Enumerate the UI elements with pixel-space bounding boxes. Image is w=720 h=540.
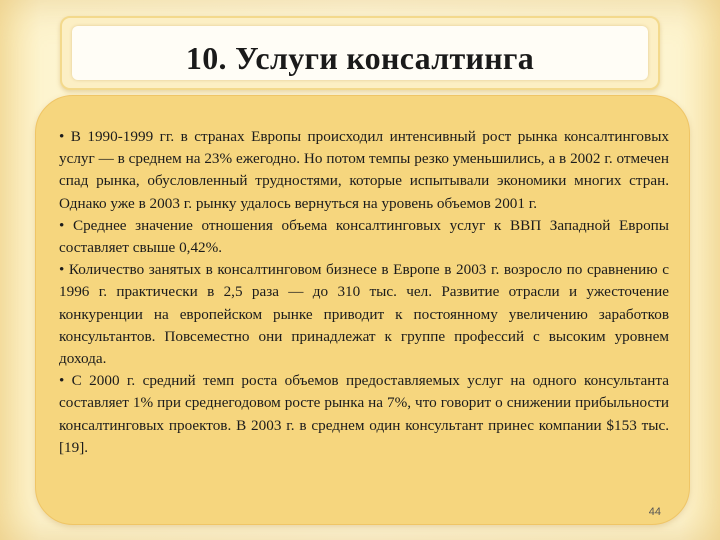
- content-box: [35, 95, 690, 525]
- paragraph-market-growth: • В 1990-1999 гг. в странах Европы происходил интенсивный рост рынка консалтинговых услуг — в среднем на 23% ежегодно. Но потом темпы резко уменьшились, а в 2002 г. отмечен спад рынка, обусловленный трудностями, которые испытывали экономики многих стран. Однако уже в 2003 г. рынку удалось вернуться на уровень объемов 2001 г.: [59, 128, 669, 212]
- paragraph-growth-rate: • С 2000 г. средний темп роста объемов предоставляемых услуг на одного консультанта составляет 1% при среднегодовом росте рынка на 7%, что говорит о снижении прибыльности консалтинговых проектов. В 2003 г. в среднем один консультант принес компании $153 тыс. [19].: [59, 372, 669, 456]
- paragraph-employment: • Количество занятых в консалтинговом бизнесе в Европе в 2003 г. возросло по сравнению с 1996 г. практически в 2,5 раза — до 310 тыс. чел. Развитие отрасли и ужесточение конкуренции на европейском рынке приводит к постоянному увеличению заработков консультантов. Повсеместно они принадлежат к группе профессий с высоким уровнем дохода.: [59, 261, 669, 368]
- title-box: [60, 16, 660, 90]
- page-number: 44: [648, 506, 661, 518]
- slide-title: 10. Услуги консалтинга: [185, 40, 535, 76]
- paragraph-gdp-ratio: • Среднее значение отношения объема консалтинговых услуг к ВВП Западной Европы составляет свыше 0,42%.: [59, 216, 669, 257]
- slide-body: [59, 126, 669, 459]
- title-inner-panel: [72, 26, 648, 80]
